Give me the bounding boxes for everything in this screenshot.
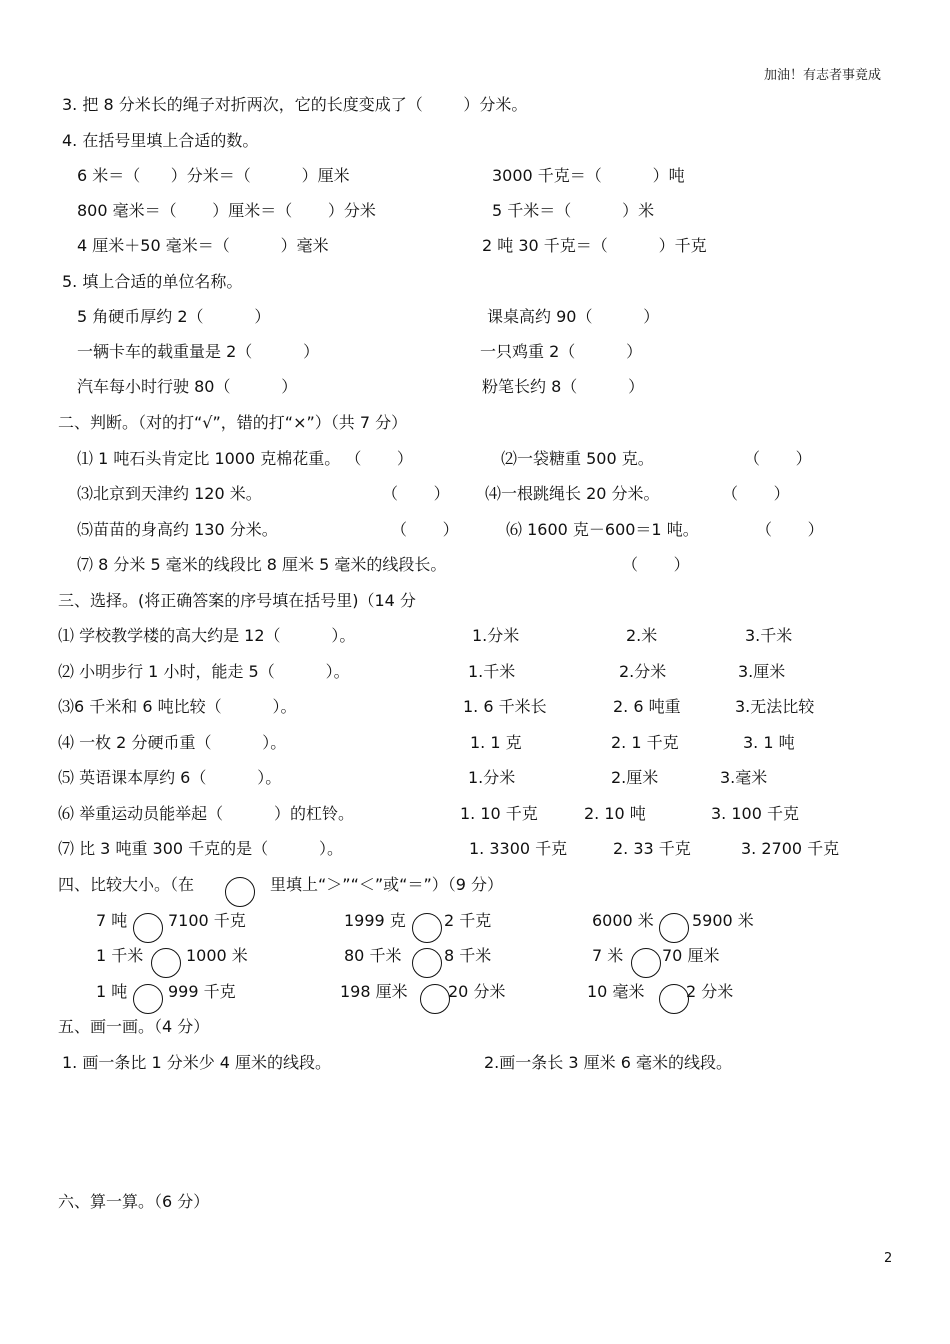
compare-answer-circle[interactable] bbox=[412, 913, 442, 943]
judge-item: ⑶北京到天津约 120 米。 bbox=[77, 484, 262, 503]
choice-option: 1. 3300 千克 bbox=[469, 839, 568, 858]
choice-option: 3.千米 bbox=[745, 626, 793, 645]
draw-question-2: 2.画一条长 3 厘米 6 毫米的线段。 bbox=[484, 1053, 732, 1072]
question-3: 3. 把 8 分米长的绳子对折两次，它的长度变成了（ ）分米。 bbox=[62, 95, 528, 114]
draw-question-1: 1. 画一条比 1 分米少 4 厘米的线段。 bbox=[62, 1053, 332, 1072]
compare-left: 1999 克 bbox=[344, 911, 406, 930]
section-6-title: 六、算一算。（6 分） bbox=[58, 1192, 210, 1211]
q4-item: 800 毫米＝（ ）厘米＝（ ）分米 bbox=[77, 201, 376, 220]
compare-right: 2 分米 bbox=[686, 982, 734, 1001]
choice-question: ⑵ 小明步行 1 小时，能走 5（ ）。 bbox=[58, 662, 350, 681]
question-5-title: 5. 填上合适的单位名称。 bbox=[62, 272, 243, 291]
q4-item: 6 米＝（ ）分米＝（ ）厘米 bbox=[77, 166, 350, 185]
judge-item: ⑸苗苗的身高约 130 分米。 bbox=[77, 520, 278, 539]
q5-item: 一只鸡重 2（ ） bbox=[480, 342, 643, 361]
compare-circle-icon bbox=[225, 877, 255, 907]
q4-item: 3000 千克＝（ ）吨 bbox=[492, 166, 685, 185]
compare-left: 7 米 bbox=[592, 946, 624, 965]
judge-item: ⑷一根跳绳长 20 分米。 bbox=[485, 484, 660, 503]
compare-left: 80 千米 bbox=[344, 946, 402, 965]
q5-item: 课桌高约 90（ ） bbox=[487, 307, 660, 326]
q4-item: 4 厘米＋50 毫米＝（ ）毫米 bbox=[77, 236, 329, 255]
question-4-title: 4. 在括号里填上合适的数。 bbox=[62, 131, 259, 150]
choice-option: 3. 100 千克 bbox=[711, 804, 799, 823]
compare-answer-circle[interactable] bbox=[631, 948, 661, 978]
section-4-title: 四、比较大小。（在 bbox=[58, 875, 195, 894]
choice-question: ⑺ 比 3 吨重 300 千克的是（ ）。 bbox=[58, 839, 344, 858]
compare-right: 70 厘米 bbox=[662, 946, 720, 965]
header-motto: 加油！有志者事竟成 bbox=[764, 68, 882, 83]
judge-blank: （ ） bbox=[744, 449, 812, 468]
judge-item: ⑵一袋糖重 500 克。 bbox=[501, 449, 654, 468]
compare-answer-circle[interactable] bbox=[133, 913, 163, 943]
choice-option: 1. 10 千克 bbox=[460, 804, 538, 823]
judge-blank: （ ） bbox=[756, 520, 824, 539]
section-4-title-rest: 里填上“＞”“＜”或“＝”）（9 分） bbox=[270, 875, 504, 894]
choice-option: 1. 1 克 bbox=[470, 733, 522, 752]
compare-answer-circle[interactable] bbox=[659, 984, 689, 1014]
q4-item: 5 千米＝（ ）米 bbox=[492, 201, 655, 220]
compare-left: 7 吨 bbox=[96, 911, 128, 930]
compare-left: 10 毫米 bbox=[587, 982, 645, 1001]
judge-blank: （ ） bbox=[722, 484, 790, 503]
compare-left: 1 吨 bbox=[96, 982, 128, 1001]
choice-question: ⑸ 英语课本厚约 6（ ）。 bbox=[58, 768, 282, 787]
judge-blank: （ ） bbox=[622, 555, 690, 574]
judge-blank: （ ） bbox=[391, 520, 459, 539]
compare-right: 5900 米 bbox=[692, 911, 754, 930]
compare-right: 8 千米 bbox=[444, 946, 492, 965]
choice-question: ⑷ 一枚 2 分硬币重（ ）。 bbox=[58, 733, 287, 752]
compare-left: 1 千米 bbox=[96, 946, 144, 965]
choice-question: ⑴ 学校教学楼的高大约是 12（ ）。 bbox=[58, 626, 356, 645]
q5-item: 粉笔长约 8（ ） bbox=[482, 377, 645, 396]
choice-option: 2.分米 bbox=[619, 662, 667, 681]
choice-option: 1.分米 bbox=[472, 626, 520, 645]
compare-right: 999 千克 bbox=[168, 982, 236, 1001]
choice-option: 3. 2700 千克 bbox=[741, 839, 840, 858]
q4-item: 2 吨 30 千克＝（ ）千克 bbox=[482, 236, 707, 255]
judge-item: ⑹ 1600 克－600＝1 吨。 bbox=[506, 520, 699, 539]
judge-item: ⑺ 8 分米 5 毫米的线段比 8 厘米 5 毫米的线段长。 bbox=[77, 555, 447, 574]
choice-option: 2.米 bbox=[626, 626, 658, 645]
judge-blank: （ ） bbox=[382, 484, 450, 503]
q5-item: 5 角硬币厚约 2（ ） bbox=[77, 307, 271, 326]
choice-option: 2. 33 千克 bbox=[613, 839, 691, 858]
section-3-title: 三、选择。(将正确答案的序号填在括号里)（14 分 bbox=[58, 591, 416, 610]
choice-option: 3.厘米 bbox=[738, 662, 786, 681]
choice-option: 2. 1 千克 bbox=[611, 733, 679, 752]
choice-question: ⑹ 举重运动员能举起（ ）的杠铃。 bbox=[58, 804, 354, 823]
compare-left: 6000 米 bbox=[592, 911, 654, 930]
choice-option: 2. 6 吨重 bbox=[613, 697, 681, 716]
compare-answer-circle[interactable] bbox=[412, 948, 442, 978]
choice-option: 3. 1 吨 bbox=[743, 733, 795, 752]
choice-option: 3.无法比较 bbox=[735, 697, 815, 716]
compare-right: 20 分米 bbox=[448, 982, 506, 1001]
judge-item: ⑴ 1 吨石头肯定比 1000 克棉花重。 （ ） bbox=[77, 449, 413, 468]
compare-answer-circle[interactable] bbox=[659, 913, 689, 943]
compare-right: 7100 千克 bbox=[168, 911, 246, 930]
choice-option: 1. 6 千米长 bbox=[463, 697, 547, 716]
choice-option: 3.毫米 bbox=[720, 768, 768, 787]
q5-item: 汽车每小时行驶 80（ ） bbox=[77, 377, 298, 396]
compare-answer-circle[interactable] bbox=[420, 984, 450, 1014]
q5-item: 一辆卡车的载重量是 2（ ） bbox=[77, 342, 320, 361]
compare-answer-circle[interactable] bbox=[133, 984, 163, 1014]
section-5-title: 五、画一画。（4 分） bbox=[58, 1017, 210, 1036]
section-2-title: 二、判断。（对的打“√”，错的打“×”）（共 7 分） bbox=[58, 413, 408, 432]
compare-left: 198 厘米 bbox=[340, 982, 408, 1001]
choice-question: ⑶6 千米和 6 吨比较（ ）。 bbox=[58, 697, 297, 716]
compare-right: 1000 米 bbox=[186, 946, 248, 965]
choice-option: 1.分米 bbox=[468, 768, 516, 787]
compare-answer-circle[interactable] bbox=[151, 948, 181, 978]
choice-option: 1.千米 bbox=[468, 662, 516, 681]
choice-option: 2. 10 吨 bbox=[584, 804, 646, 823]
page-number: 2 bbox=[884, 1251, 893, 1266]
compare-right: 2 千克 bbox=[444, 911, 492, 930]
choice-option: 2.厘米 bbox=[611, 768, 659, 787]
